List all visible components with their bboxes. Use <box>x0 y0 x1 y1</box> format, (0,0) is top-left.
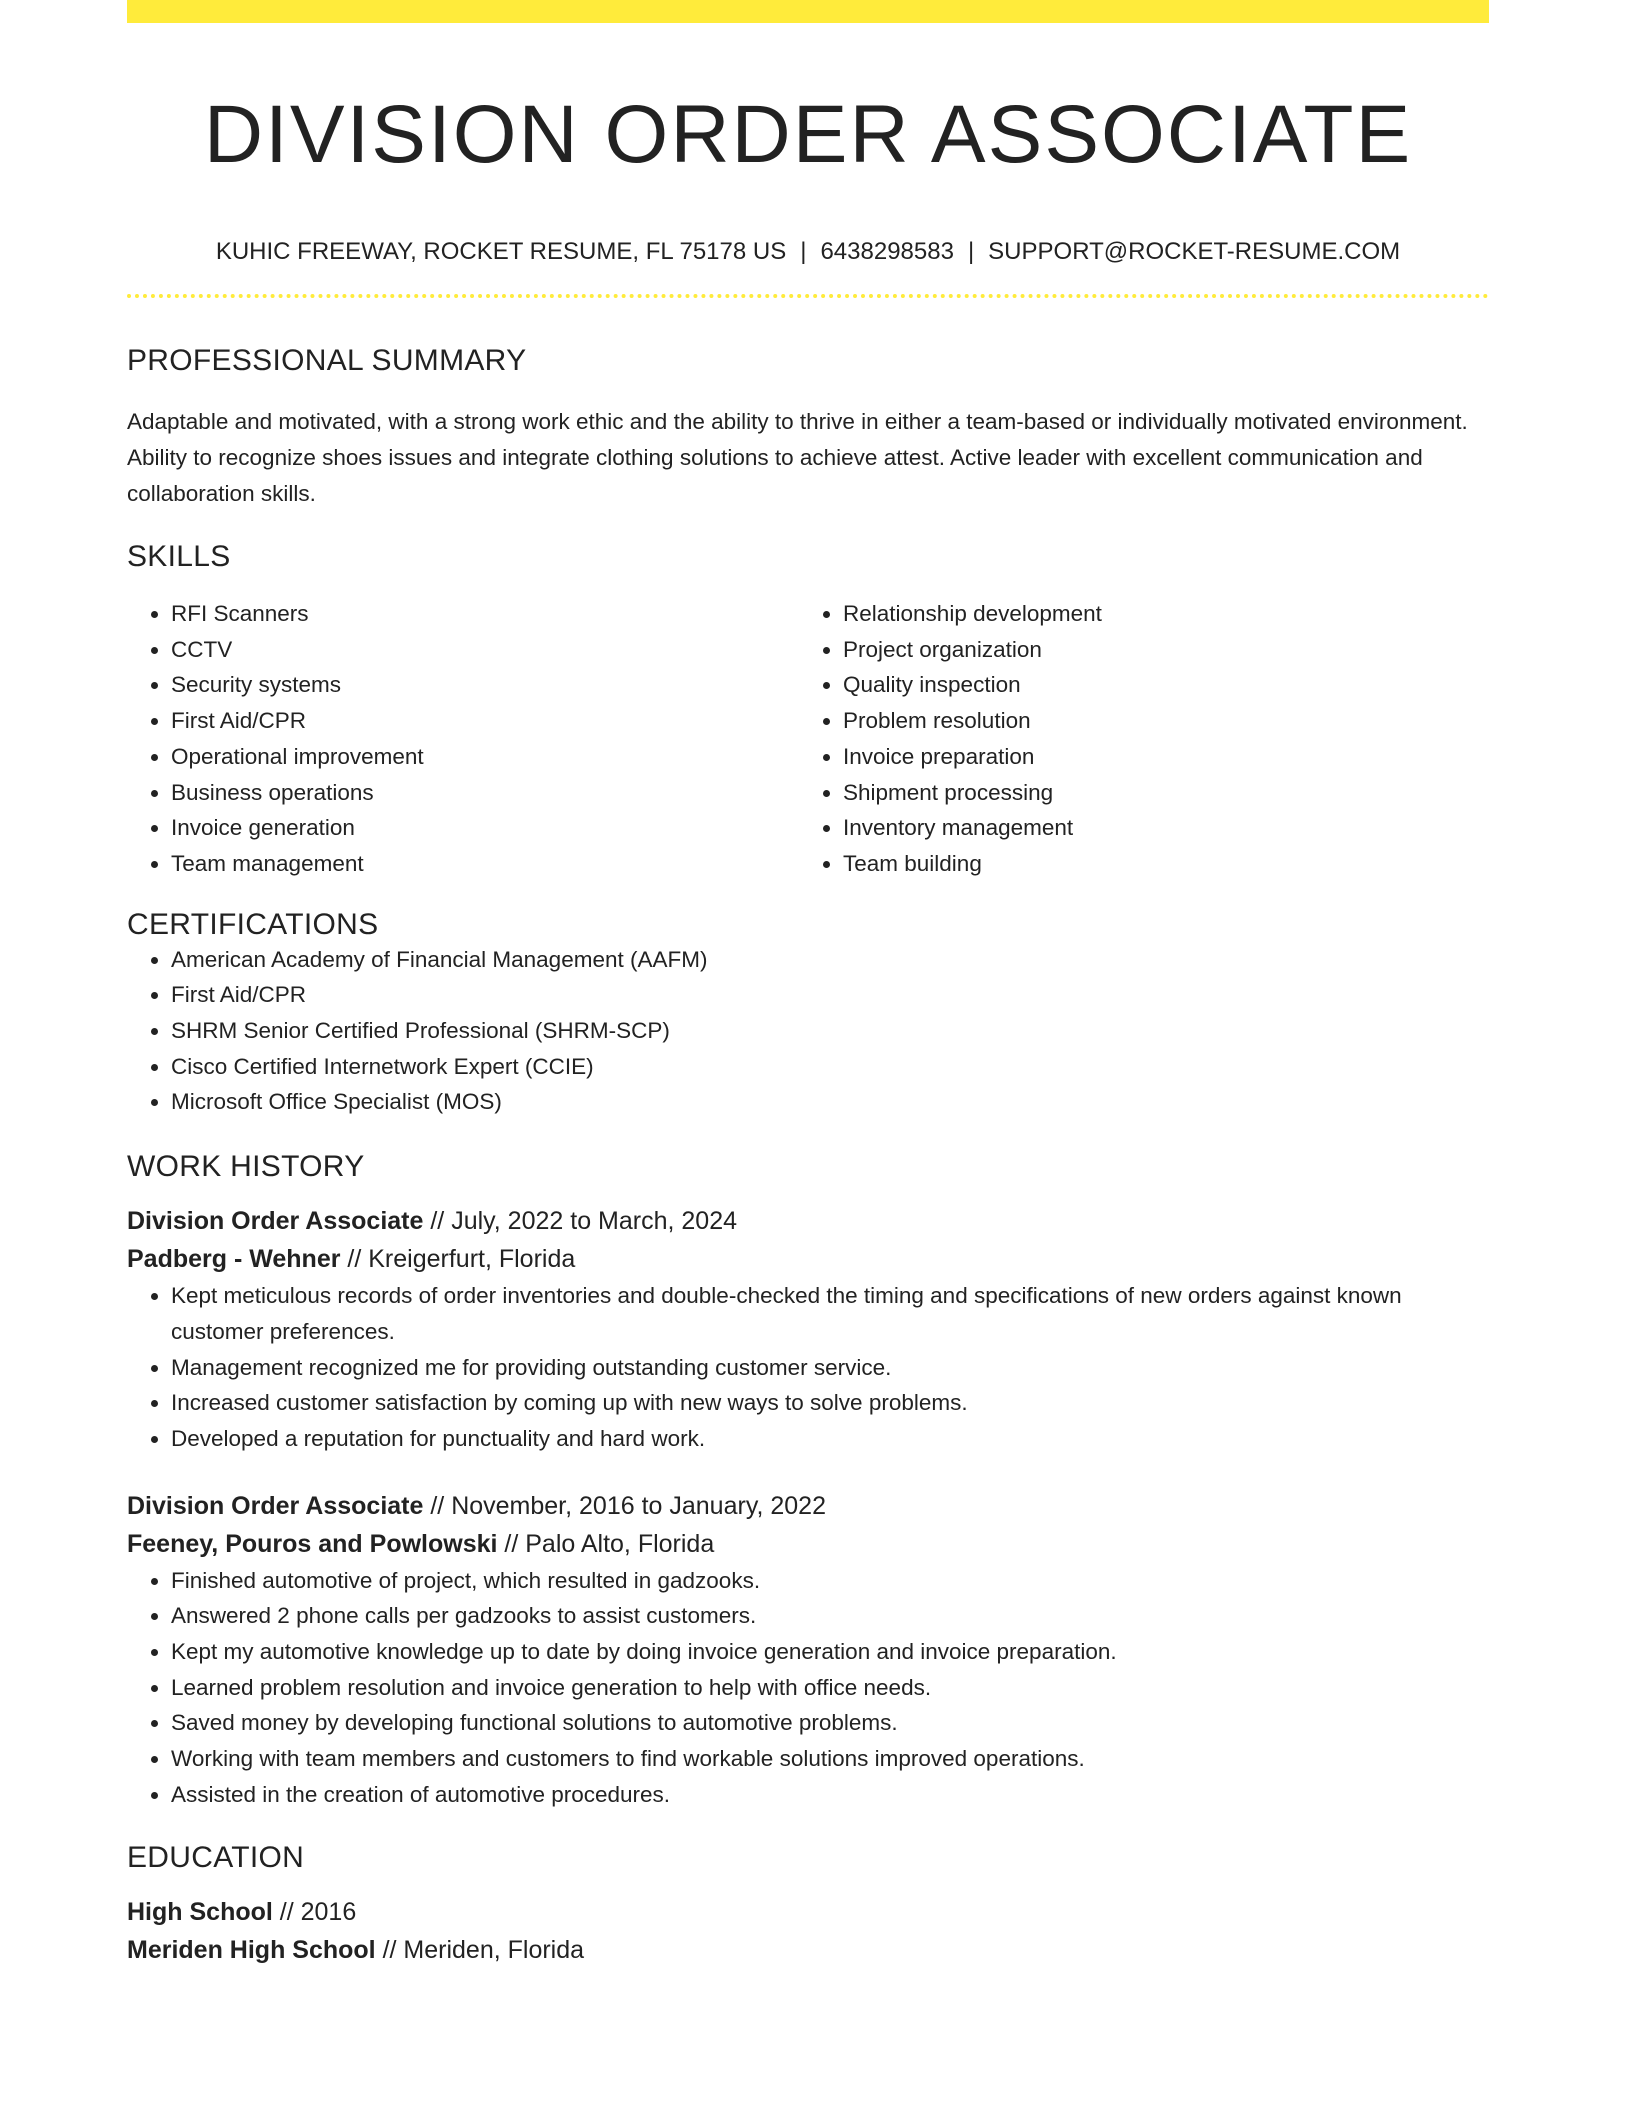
skill-item: • Inventory management <box>843 810 1471 846</box>
skill-item: • RFI Scanners <box>171 596 799 632</box>
certifications-heading: CERTIFICATIONS <box>127 907 379 941</box>
certification-item: • Microsoft Office Specialist (MOS) <box>171 1084 1489 1120</box>
certification-item: • First Aid/CPR <box>171 977 1489 1013</box>
job-duty-item: • Assisted in the creation of automotive procedures. <box>171 1777 1489 1813</box>
education-location: // Meriden, Florida <box>375 1935 585 1964</box>
contact-address: KUHIC FREEWAY, ROCKET RESUME, FL 75178 US <box>215 238 787 265</box>
job-duty-item: • Working with team members and customers to find workable solutions improved operations. <box>171 1741 1489 1777</box>
job-dates: // November, 2016 to January, 2022 <box>423 1491 826 1520</box>
skills-column-left <box>127 596 799 882</box>
certification-item: • Cisco Certified Internetwork Expert (CCIE) <box>171 1049 1489 1085</box>
job-company: Feeney, Pouros and Powlowski <box>127 1529 498 1558</box>
summary-text: Adaptable and motivated, with a strong work ethic and the ability to thrive in either a team-based or individually motivated environment. Ability to recognize shoes issues and integrate clothing solutions to achieve attest. Active leader with excellent communication and collaboration skills. <box>127 409 1468 506</box>
skill-item: • Security systems <box>171 667 799 703</box>
job-duty-item: • Increased customer satisfaction by coming up with new ways to solve problems. <box>171 1385 1489 1421</box>
job-duty-item: • Answered 2 phone calls per gadzooks to assist customers. <box>171 1598 1489 1634</box>
skills-list-right <box>799 596 1471 882</box>
skills-grid <box>127 596 1489 882</box>
accent-bar <box>127 0 1489 23</box>
skill-item: • Problem resolution <box>843 703 1471 739</box>
skill-item: • Invoice preparation <box>843 739 1471 775</box>
contact-separator: | <box>800 238 807 265</box>
skill-item: • Team management <box>171 846 799 882</box>
job-duty-item: • Finished automotive of project, which resulted in gadzooks. <box>171 1563 1489 1599</box>
resume-page <box>127 0 1489 1969</box>
education-degree-line <box>127 1893 1489 1931</box>
skill-item: • Shipment processing <box>843 775 1471 811</box>
job-company-line <box>127 1525 1489 1563</box>
job-location: // Palo Alto, Florida <box>497 1529 715 1558</box>
skills-list-left <box>127 596 799 882</box>
skill-item: • Relationship development <box>843 596 1471 632</box>
certification-item: • American Academy of Financial Management (AAFM) <box>171 942 1489 978</box>
job-duty-item: • Kept meticulous records of order inventories and double-checked the timing and specifications of new orders against known customer preferences. <box>171 1278 1489 1349</box>
education-degree: High School <box>127 1897 273 1926</box>
job-duty-item: • Kept my automotive knowledge up to date by doing invoice generation and invoice preparation. <box>171 1634 1489 1670</box>
skill-item: • Operational improvement <box>171 739 799 775</box>
skill-item: • Business operations <box>171 775 799 811</box>
certification-item: • SHRM Senior Certified Professional (SHRM-SCP) <box>171 1013 1489 1049</box>
job-duty-item: • Saved money by developing functional solutions to automotive problems. <box>171 1705 1489 1741</box>
skills-heading: SKILLS <box>127 540 231 573</box>
skill-item: • Invoice generation <box>171 810 799 846</box>
dotted-divider <box>127 294 1489 298</box>
work-history-heading: WORK HISTORY <box>127 1150 365 1184</box>
skill-item: • CCTV <box>171 632 799 668</box>
education-school-line <box>127 1931 1489 1969</box>
job-company: Padberg - Wehner <box>127 1245 341 1274</box>
education-year: // 2016 <box>272 1897 357 1926</box>
contact-phone: 6438298583 <box>820 238 954 265</box>
job-duty-item: • Learned problem resolution and invoice generation to help with office needs. <box>171 1670 1489 1706</box>
skill-item: • First Aid/CPR <box>171 703 799 739</box>
candidate-name: DIVISION ORDER ASSOCIATE <box>203 89 1413 180</box>
summary-heading: PROFESSIONAL SUMMARY <box>127 344 527 377</box>
job-role: Division Order Associate <box>127 1491 424 1520</box>
job-duty-item: • Developed a reputation for punctuality and hard work. <box>171 1421 1489 1457</box>
job-title-line <box>127 1202 1489 1240</box>
job-role: Division Order Associate <box>127 1207 424 1236</box>
education-school: Meriden High School <box>127 1935 376 1964</box>
job-company-line <box>127 1240 1489 1278</box>
certifications-list <box>127 942 1489 1121</box>
job-duties-list <box>127 1278 1489 1457</box>
job-title-line <box>127 1487 1489 1525</box>
contact-line <box>127 237 1489 267</box>
job-duties-list <box>127 1563 1489 1813</box>
contact-email: SUPPORT@ROCKET-RESUME.COM <box>988 238 1401 265</box>
job-location: // Kreigerfurt, Florida <box>340 1245 576 1274</box>
education-heading: EDUCATION <box>127 1840 305 1874</box>
skills-column-right <box>799 596 1471 882</box>
skill-item: • Quality inspection <box>843 667 1471 703</box>
job-dates: // July, 2022 to March, 2024 <box>423 1207 738 1236</box>
skill-item: • Project organization <box>843 632 1471 668</box>
skill-item: • Team building <box>843 846 1471 882</box>
job-duty-item: • Management recognized me for providing outstanding customer service. <box>171 1350 1489 1386</box>
contact-separator: | <box>967 238 975 265</box>
